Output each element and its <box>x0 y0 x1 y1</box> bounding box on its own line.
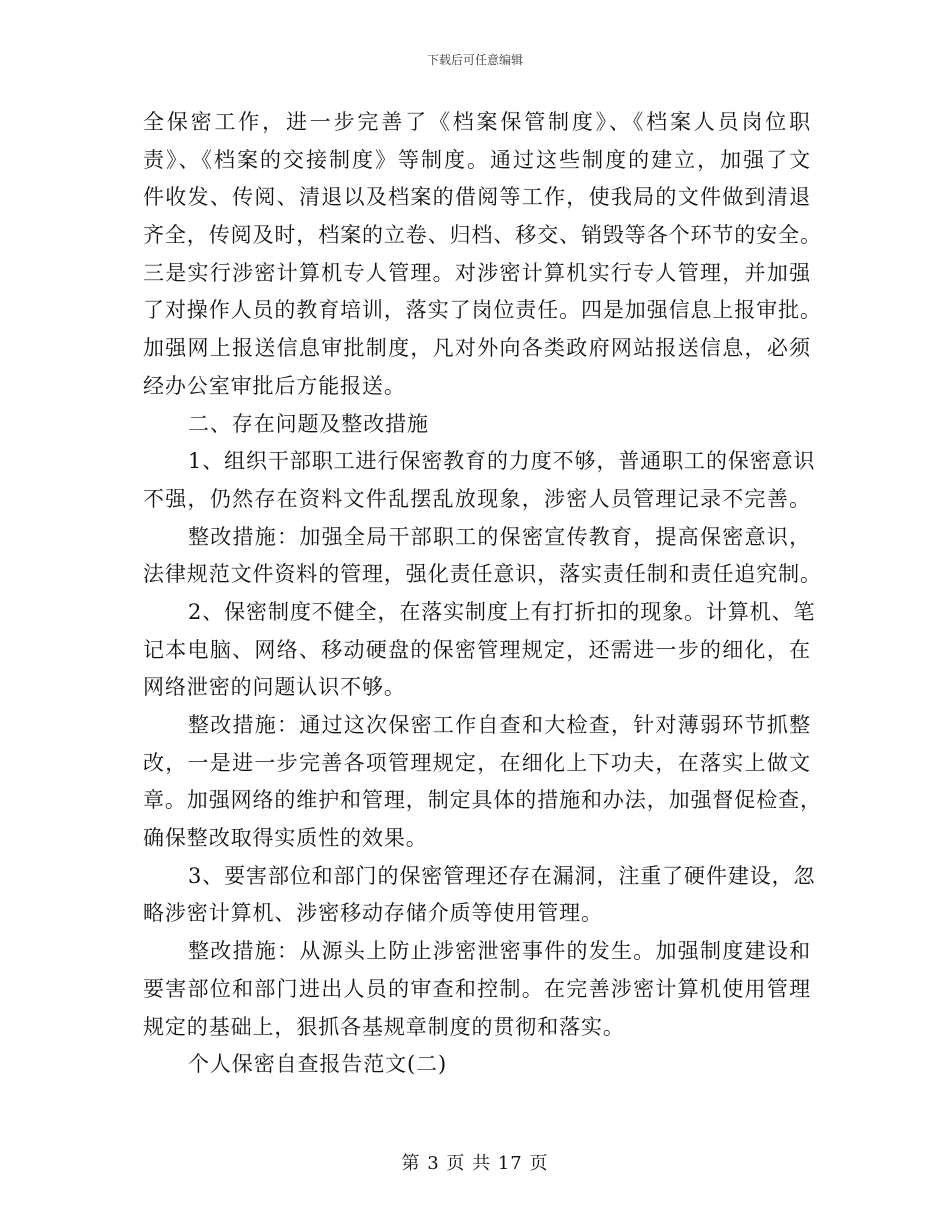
text-line: 记本电脑、网络、移动硬盘的保密管理规定，还需进一步的细化，在 <box>143 637 811 662</box>
text-line: 整改措施：通过这次保密工作自查和大检查，针对薄弱环节抓整 <box>188 713 811 737</box>
text-line: 规定的基础上，狠抓各基规章制度的贯彻和落实。 <box>143 1014 625 1039</box>
text-line: 三是实行涉密计算机专人管理。对涉密计算机实行专人管理，并加强 <box>143 260 811 285</box>
text-line: 章。加强网络的维护和管理，制定具体的措施和办法，加强督促检查， <box>143 788 822 813</box>
text-line: 全保密工作，进一步完善了《档案保管制度》、《档案人员岗位职 <box>143 110 811 134</box>
text-line: 确保整改取得实质性的效果。 <box>143 826 428 851</box>
text-line: 齐全，传阅及时，档案的立卷、归档、移交、销毁等各个环节的安全。 <box>143 223 822 248</box>
section-heading: 个人保密自查报告范文(二) <box>188 1052 448 1077</box>
text-line: 整改措施：从源头上防止涉密泄密事件的发生。加强制度建设和 <box>188 939 811 964</box>
text-line: 经办公室审批后方能报送。 <box>143 373 406 398</box>
text-line: 改，一是进一步完善各项管理规定，在细化上下功夫，在落实上做文 <box>143 750 811 775</box>
text-line: 3、要害部位和部门的保密管理还存在漏洞，注重了硬件建设，忽 <box>188 863 816 888</box>
text-line: 加强网上报送信息审批制度，凡对外向各类政府网站报送信息，必须 <box>143 336 811 361</box>
text-line: 不强，仍然存在资料文件乱摆乱放现象，涉密人员管理记录不完善。 <box>143 486 811 511</box>
text-line: 件收发、传阅、清退以及档案的借阅等工作，使我局的文件做到清退 <box>143 185 811 210</box>
page-number: 第 3 页 共 17 页 <box>401 1153 549 1174</box>
text-line: 2、保密制度不健全，在落实制度上有打折扣的现象。计算机、笔 <box>188 599 816 624</box>
page-header: 下载后可任意编辑 <box>426 53 523 67</box>
text-line: 1、组织干部职工进行保密教育的力度不够，普通职工的保密意识 <box>188 449 816 474</box>
text-line: 了对操作人员的教育培训，落实了岗位责任。四是加强信息上报审批。 <box>143 298 822 323</box>
text-line: 要害部位和部门进出人员的审查和控制。在完善涉密计算机使用管理 <box>143 976 811 1001</box>
document-body <box>143 104 822 1084</box>
text-line: 整改措施：加强全局干部职工的保密宣传教育，提高保密意识， <box>188 524 811 549</box>
text-line: 网络泄密的问题认识不够。 <box>143 675 406 700</box>
section-heading: 二、存在问题及整改措施 <box>188 411 429 436</box>
text-line: 责》、《档案的交接制度》等制度。通过这些制度的建立，加强了文 <box>143 147 811 172</box>
text-line: 略涉密计算机、涉密移动存储介质等使用管理。 <box>143 901 603 926</box>
text-line: 法律规范文件资料的管理，强化责任意识，落实责任制和责任追究制。 <box>143 562 822 587</box>
